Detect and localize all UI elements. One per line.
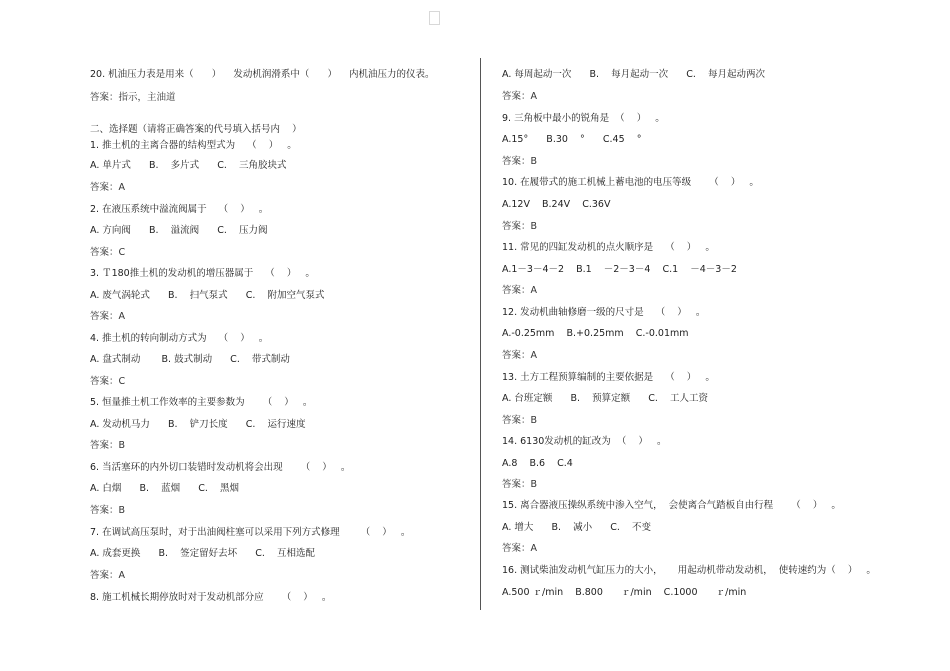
answer-line: 答案：A — [502, 350, 537, 361]
options-line: A. 单片式 B. 多片式 C. 三角胶块式 — [90, 160, 287, 171]
answer-line: 答案：B — [90, 505, 126, 516]
question-line: 16. 测试柴油发动机气缸压力的大小， 用起动机带动发动机， 使转速约为（ ） 。 — [502, 565, 876, 576]
answer-line: 答案：C — [90, 247, 126, 258]
options-line: A.1－3－4－2 B.1 －2－3－4 C.1 －4－3－2 — [502, 264, 737, 275]
answer-line: 答案：A — [90, 182, 125, 193]
answer-line: 答案：A — [502, 91, 537, 102]
answer-line: 答案：B — [502, 479, 538, 490]
question-line: 14. 6130发动机的缸改为 （ ） 。 — [502, 436, 667, 447]
question-line: 11. 常见的四缸发动机的点火顺序是 （ ） 。 — [502, 242, 715, 253]
options-line: A. 每周起动一次 B. 每月起动一次 C. 每月起动两次 — [502, 69, 765, 80]
options-line: A.15° B.30 ° C.45 ° — [502, 134, 642, 145]
answer-line: 答案：B — [502, 415, 538, 426]
question-line: 3. Ｔ180推土机的发动机的增压器属于 （ ） 。 — [90, 268, 315, 279]
options-line: A. 方向阀 B. 溢流阀 C. 压力阀 — [90, 225, 268, 236]
question-line: 4. 推土机的转向制动方式为 （ ） 。 — [90, 333, 269, 344]
heading-line: 二、选择题（请将正确答案的代号填入括号内 ） — [90, 124, 302, 135]
question-line: 10. 在履带式的施工机械上蓄电池的电压等级 （ ） 。 — [502, 177, 759, 188]
answer-line: 答案：A — [90, 570, 125, 581]
question-line: 7. 在调试高压泵时，对于出油阀柱塞可以采用下列方式修理 （ ） 。 — [90, 527, 411, 538]
options-line: A. 白烟 B. 蓝烟 C. 黑烟 — [90, 483, 239, 494]
question-line: 6. 当活塞环的内外切口装错时发动机将会出现 （ ） 。 — [90, 462, 351, 473]
question-line: 12. 发动机曲轴修磨一级的尺寸是 （ ） 。 — [502, 307, 706, 318]
question-line: 1. 推土机的主离合器的结构型式为 （ ） 。 — [90, 140, 297, 151]
options-line: A.12V B.24V C.36V — [502, 199, 611, 210]
options-line: A. 废气涡轮式 B. 扫气泵式 C. 附加空气泵式 — [90, 290, 325, 301]
column-divider — [480, 58, 481, 610]
answer-line: 答案：A — [502, 543, 537, 554]
question-line: 5. 恒量推土机工作效率的主要参数为 （ ） 。 — [90, 397, 313, 408]
options-line: A. 台班定额 B. 预算定额 C. 工人工资 — [502, 393, 708, 404]
answer-line: 答案：A — [90, 311, 125, 322]
options-line: A. 增大 B. 减小 C. 不变 — [502, 522, 651, 533]
question-line: 20. 机油压力表是用来（ ） 发动机润滑系中（ ） 内机油压力的仪表。 — [90, 69, 435, 80]
answer-line: 答案：C — [90, 376, 126, 387]
answer-line: 答案：B — [502, 156, 538, 167]
answer-line: 答案：指示，主油道 — [90, 92, 176, 103]
question-line: 13. 土方工程预算编制的主要依据是 （ ） 。 — [502, 372, 715, 383]
answer-line: 答案：B — [90, 440, 126, 451]
options-line: A. 盘式制动 B. 鼓式制动 C. 带式制动 — [90, 354, 290, 365]
question-line: 8. 施工机械长期停放时对于发动机部分应 （ ） 。 — [90, 592, 332, 603]
answer-line: 答案：A — [502, 285, 537, 296]
options-line: A.500 ｒ/min B.800 ｒ/min C.1000 ｒ/min — [502, 587, 747, 598]
answer-line: 答案：B — [502, 221, 538, 232]
question-line: 2. 在液压系统中溢流阀属于 （ ） 。 — [90, 204, 269, 215]
options-line: A. 成套更换 B. 签定留好去坏 C. 互相选配 — [90, 548, 315, 559]
options-line: A.8 B.6 C.4 — [502, 458, 573, 469]
question-line: 15. 离合器液压操纵系统中渗入空气， 会使离合气踏板自由行程 （ ） 。 — [502, 500, 841, 511]
page-corner-mark — [429, 11, 440, 25]
options-line: A.-0.25mm B.+0.25mm C.-0.01mm — [502, 328, 689, 339]
options-line: A. 发动机马力 B. 铲刀长度 C. 运行速度 — [90, 419, 306, 430]
question-line: 9. 三角板中最小的锐角是 （ ） 。 — [502, 113, 665, 124]
